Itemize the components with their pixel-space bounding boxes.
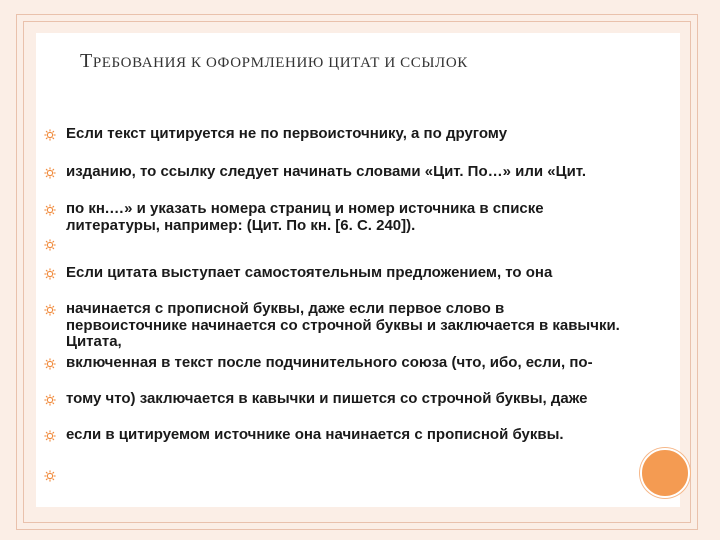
bullet-item xyxy=(44,236,624,265)
bullet-item xyxy=(44,126,624,164)
bullet-text: по кн.…» и указать номера страниц и номер источника в списке литературы, например: (Цит. По кн. [6. С. 240]). xyxy=(66,200,544,234)
bullet-item xyxy=(44,427,624,467)
bullet-item xyxy=(44,265,624,301)
sun-bullet-icon xyxy=(44,430,56,442)
sun-bullet-icon xyxy=(44,304,56,316)
sun-bullet-icon xyxy=(44,204,56,216)
title-text: РЕБОВАНИЯ К ОФОРМЛЕНИЮ ЦИТАТ И ССЫЛОК xyxy=(92,55,468,71)
bullet-item xyxy=(44,301,624,355)
sun-bullet-icon xyxy=(44,268,56,280)
sun-bullet-icon xyxy=(44,239,56,251)
sun-bullet-icon xyxy=(44,358,56,370)
sun-bullet-icon xyxy=(44,394,56,406)
bullet-text: включенная в текст после подчинительного союза (что, ибо, если, по- xyxy=(66,354,593,371)
sun-bullet-icon xyxy=(44,470,56,482)
slide-title xyxy=(80,50,468,73)
bullet-item xyxy=(44,201,624,236)
bullet-item xyxy=(44,355,624,391)
bullet-text: Если текст цитируется не по первоисточнику, а по другому xyxy=(66,125,508,142)
bullet-text: Если цитата выступает самостоятельным предложением, то она xyxy=(66,264,553,281)
bullet-item xyxy=(44,391,624,427)
bullet-item xyxy=(44,467,624,485)
bullet-text: если в цитируемом источнике она начинается с прописной буквы. xyxy=(66,426,564,443)
sun-bullet-icon xyxy=(44,129,56,141)
bullet-text: начинается с прописной буквы, даже если первое слово в первоисточнике начинается со строчной буквы и заключается в кавычки. Цитата, xyxy=(66,300,620,350)
title-first-letter: Т xyxy=(80,50,93,72)
bullet-list xyxy=(44,126,624,485)
decorative-orange-circle xyxy=(640,448,690,498)
bullet-item xyxy=(44,164,624,201)
sun-bullet-icon xyxy=(44,167,56,179)
bullet-text: тому что) заключается в кавычки и пишется со строчной буквы, даже xyxy=(66,390,588,407)
bullet-text: изданию, то ссылку следует начинать словами «Цит. По…» или «Цит. xyxy=(66,163,586,180)
